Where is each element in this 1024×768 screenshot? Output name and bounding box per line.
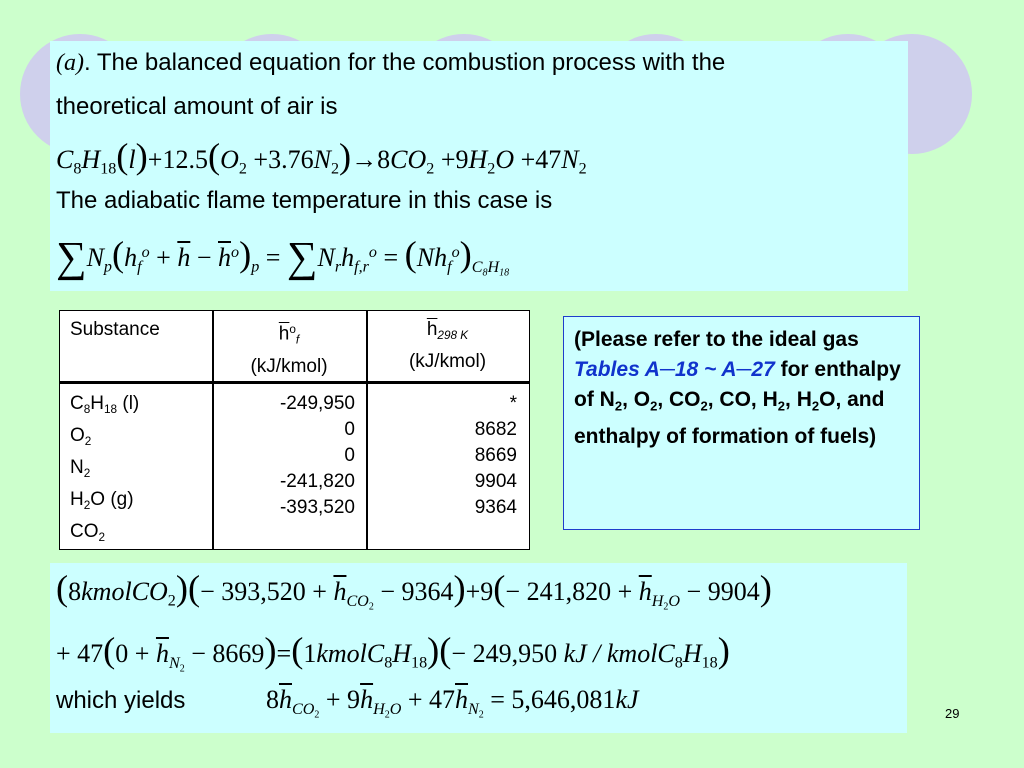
table-cell: -249,950 (279, 393, 355, 414)
table-cell: -393,520 (279, 497, 355, 518)
result-equation: $8\overline{h}_{CO_2} + 9\overline{h}_{H_2O} + 47\overline{h}_{N_2} = 5,646,081kJ$ (266, 685, 639, 721)
table-row: $N_2$ (70, 457, 91, 481)
enthalpy-table (59, 310, 530, 550)
header-unit: (kJ/kmol) (250, 355, 328, 377)
table-row: $O_2$ (70, 425, 92, 449)
yields-label: which yields (56, 687, 186, 714)
table-row: $H_2O$ (g) (70, 489, 134, 513)
reference-note: (Please refer to the ideal gas Tables A─18 ~ A─27 for enthalpy of $N_2$, $O_2$, $CO_2$, CO, $H_2$, $H_2O$, and enthalpy of formation of fuels) (563, 316, 920, 530)
table-cell: 9904 (474, 471, 517, 492)
note-text-1: (Please refer to the ideal gas (574, 328, 859, 351)
intro-line-4: The adiabatic flame temperature in this case is (56, 187, 553, 214)
part-label: (a) (56, 50, 84, 76)
substance-column (70, 391, 139, 552)
equation-panel (50, 41, 908, 291)
energy-balance-line-1: (8kmolCO$_2$)(− $393,520 + \overline{h}_{CO_2} - 9364)+9(- 241,820 + \overline{h}_{H_2O} - 9904)$ (56, 568, 772, 613)
table-cell: 8669 (474, 445, 517, 466)
h-formation-column (212, 391, 355, 521)
adiabatic-equation: $\sum N_p(h_f^o + \overline{h} - \overline{h}^o)_p = \sum N_rh_{f,r}^o = (Nh_f^o)_{C_8H_{18}}$ (56, 234, 510, 282)
table-row: $C_8H_{18}$ (l) (70, 393, 140, 417)
result-panel (50, 563, 907, 733)
header-h-formation: $\overline{h}^o_f$ (kJ/kmol) (250, 323, 328, 377)
table-cell: 0 (344, 419, 355, 440)
tables-reference: Tables A─18 ~ A─27 (574, 358, 775, 381)
combustion-equation: $C_8H_{18}(l)+12.5(O_2 +3.76N_2)\to 8CO_2 +9H_2O +47N_2$ (56, 136, 587, 178)
intro-text-1: The balanced equation for the combustion process with the (96, 49, 726, 76)
header-h-298: $\overline{h}_{298 K}$ (kJ/kmol) (408, 319, 487, 373)
table-cell: * (509, 393, 517, 414)
table-cell: 0 (344, 445, 355, 466)
header-unit: (kJ/kmol) (408, 351, 487, 373)
table-cell: 9364 (474, 497, 517, 518)
h-298-column (366, 391, 517, 521)
intro-line-1: (a). The balanced equation for the combustion process with the (56, 49, 726, 76)
table-cell: -241,820 (279, 471, 355, 492)
table-row: $CO_2$ (70, 521, 106, 545)
table-cell: 8682 (474, 419, 517, 440)
header-substance: Substance (70, 319, 160, 340)
intro-line-2: theoretical amount of air is (56, 93, 338, 120)
page-number: 29 (945, 706, 960, 721)
energy-balance-line-2: + $47(0 + \overline{h}_{N_2}$ − $8669)=(1kmolC_8H_{18})(- 249,950$ kJ / $kmolC_8H_{18}$) (56, 630, 730, 675)
